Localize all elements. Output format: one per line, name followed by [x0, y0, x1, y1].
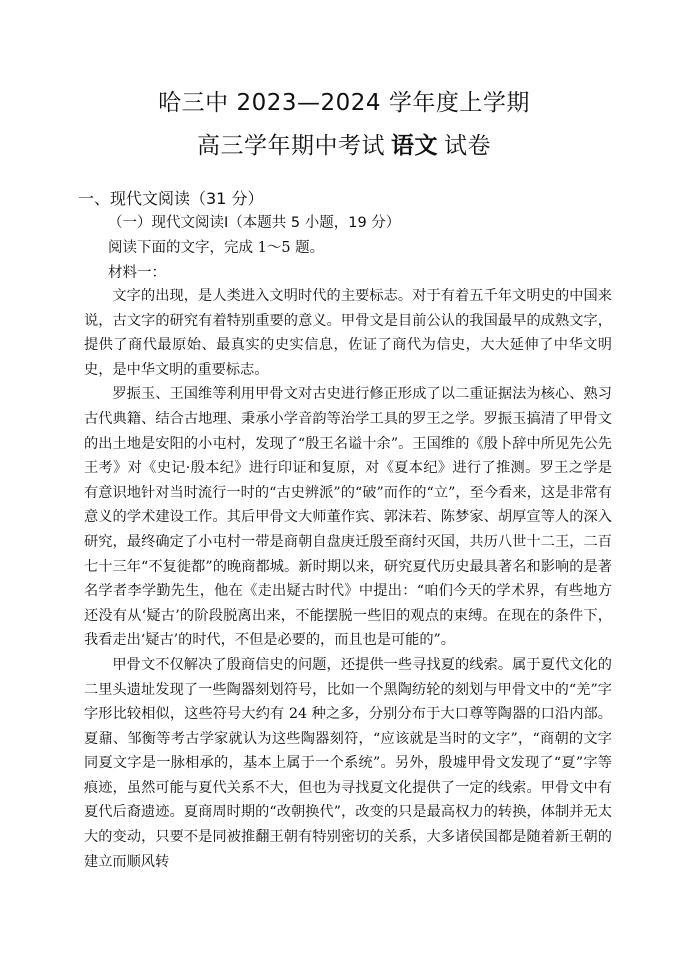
sub-heading: （一）现代文阅读Ⅰ（本题共 5 小题，19 分）	[108, 215, 401, 231]
reading-instruction: 阅读下面的文字，完成 1～5 题。	[108, 240, 325, 256]
paragraph-1: 文字的出现，是人类进入文明时代的主要标志。对于有着五千年文明史的中国来说，古文字的研究有着特别重要的意义。甲骨文是目前公认的我国最早的成熟文字，提供了商代最原始、最真实的史实信息，佐证了商代为信史，大大延伸了中华文明史，是中华文明的重要标志。	[84, 288, 612, 378]
material-label: 材料一：	[108, 265, 166, 281]
exam-title-suffix: 试卷	[444, 133, 491, 159]
exam-title-line1: 哈三中 2023—2024 学年度上学期	[158, 90, 530, 116]
exam-subject: 语文	[391, 132, 438, 159]
paragraph-3: 甲骨文不仅解决了殷商信史的问题，还提供一些寻找夏的线索。属于夏代文化的二里头遗址发现了一些陶器刻划符号，比如一个黑陶纺轮的刻划与甲骨文中的“羌”字字形比较相似，这些符号大约有 24 种之多，分别分布于大口尊等陶器的口沿内部。夏鼐、邹衡等考古学家就认为这些陶器刻符，“应该就是当时的文字”，“商朝的文字同夏文字是一脉相承的，基本上属于一个系统”。另外，殷墟甲骨文发现了“夏”字等痕迹，虽然可能与夏代关系不大，但也为寻找夏文化提供了一定的线索。甲骨文中有夏代后裔遗迹。夏商周时期的“改朝换代”，改变的只是最高权力的转换，体制并无太大的变动，只要不是同被推翻王朝有特别密切的关系，大多诸侯国都是随着新王朝的建立而顺风转	[84, 656, 612, 870]
section-heading: 一、现代文阅读（31 分）	[78, 189, 264, 208]
paragraph-2: 罗振玉、王国维等利用甲骨文对古史进行修正形成了以二重证据法为核心、熟习古代典籍、结合古地理、秉承小学音韵等治学工具的罗王之学。罗振玉搞清了甲骨文的出土地是安阳的小屯村，发现了“殷王名谥十余”。王国维的《殷卜辞中所见先公先王考》对《史记·殷本纪》进行印证和复原，对《夏本纪》进行了推测。罗王之学是有意识地针对当时流行一时的“古史辨派”的“破”而作的“立”，至今看来，这是非常有意义的学术建设工作。其后甲骨文大师董作宾、郭沫若、陈梦家、胡厚宣等人的深入研究，最终确定了小屯村一带是商朝自盘庚迁殷至商纣灭国，共历八世十二王，二百七十三年“不复徙都”的晚商都城。新时期以来，研究夏代历史最具著名和影响的是著名学者李学勤先生，他在《走出疑古时代》中提出：“咱们今天的学术界，有些地方还没有从‘疑古’的阶段脱离出来，不能摆脱一些旧的观点的束缚。在现在的条件下，我看走出‘疑古’的时代，不但是必要的，而且也是可能的”。	[84, 386, 612, 649]
exam-title-line2	[0, 127, 688, 160]
exam-title-prefix: 高三学年期中考试	[197, 133, 385, 159]
material-body	[84, 284, 612, 874]
